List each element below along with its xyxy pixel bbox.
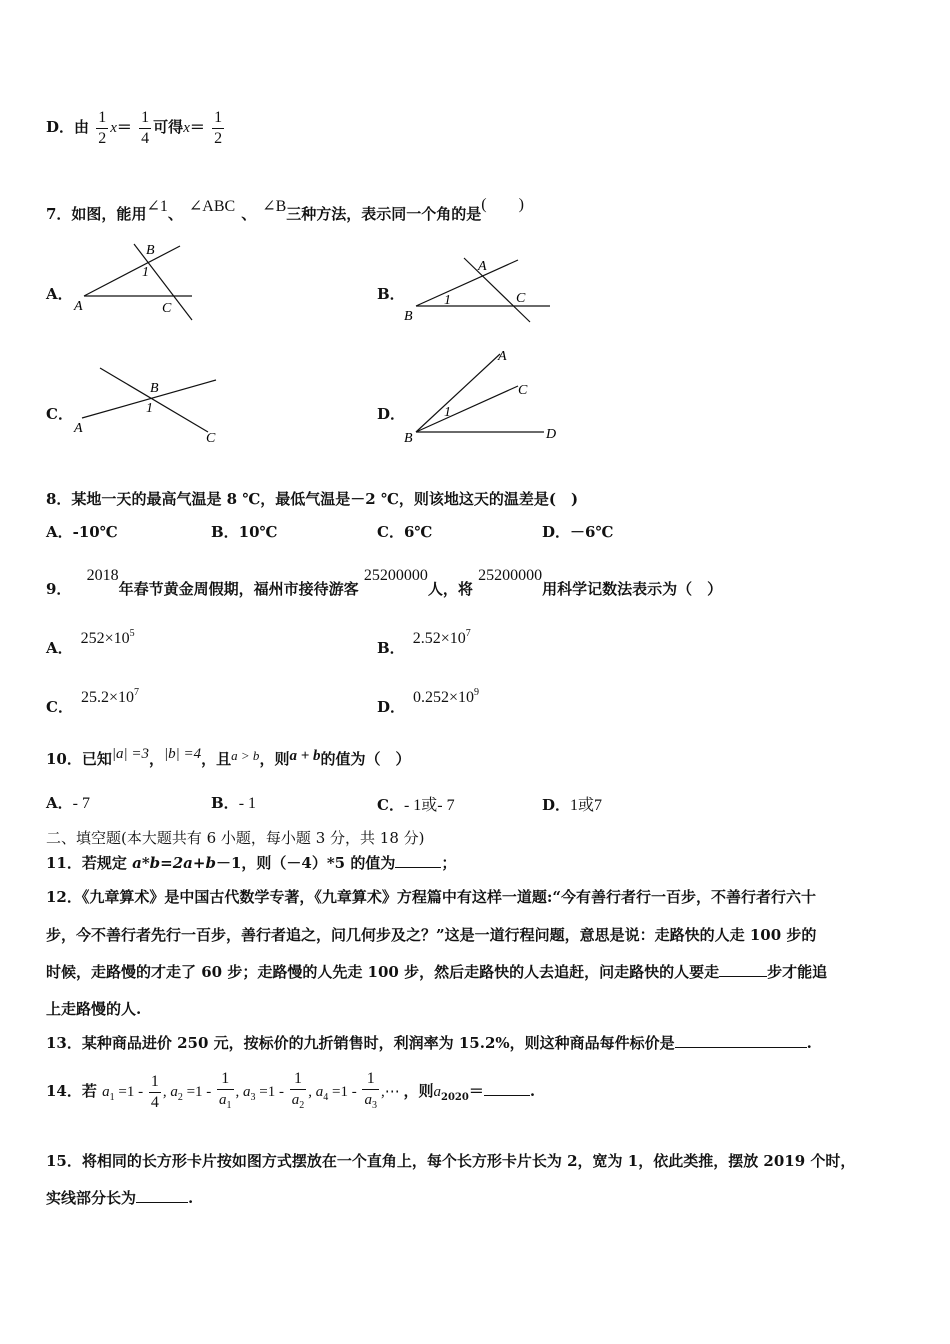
q8-option-d[interactable]: D．－6℃ [542, 523, 614, 541]
q7-figure-d [400, 346, 570, 446]
point-label: D [546, 427, 557, 442]
q9-option-d[interactable]: D．$0.252\times 10^9$ [377, 687, 480, 716]
q7-figure-b [400, 252, 560, 324]
q7-figure-a [70, 238, 210, 322]
answer-blank[interactable] [675, 1033, 807, 1048]
point-label: B [150, 381, 159, 396]
q10-option-d[interactable]: D．1或7 [542, 796, 603, 814]
q15-line1: 15．将相同的长方形卡片按如图方式摆放在一个直角上，每个长方形卡片长为 2，宽为 1，依此类推，摆放 2019 个时， [46, 1152, 856, 1170]
answer-blank[interactable] [395, 853, 441, 868]
point-label: C [162, 301, 172, 316]
q12-line2: 步，今不善行者先行一百步，善行者追之，问几何步及之？”这是一道行程问题，意思是说：走路快的人走 100 步的 [46, 926, 817, 944]
point-label: A [74, 299, 83, 314]
q10-option-a[interactable]: A．- 7 [46, 794, 90, 812]
angle-label: 1 [142, 265, 149, 280]
point-label: C [518, 383, 528, 398]
section-heading: 二、填空题(本大题共有 6 小题，每小题 3 分，共 18 分) [46, 829, 425, 847]
q6-option-d: D．由 $\frac{1}{2}$ x＝ $\frac{1}{4}$ 可得x＝ $\frac{1}{2}$ [46, 108, 223, 147]
point-label: C [516, 291, 526, 306]
q8-option-a[interactable]: A．-10℃ [46, 523, 118, 541]
q10-option-b[interactable]: B．- 1 [211, 794, 257, 812]
q8-stem: 8．某地一天的最高气温是 8 ℃，最低气温是－2 ℃，则该地这天的温差是( ) [46, 490, 579, 508]
q15-line2: 实线部分长为 . [46, 1189, 194, 1207]
q13: 13．某种商品进价 250 元，按标价的九折销售时，利润率为 15.2%，则这种商品每件标价是 . [46, 1034, 812, 1052]
q7-option-b-label[interactable]: B． [377, 285, 405, 303]
q9-stem: 9． 2018年春节黄金周假期，福州市接待游客 25200000人，将 25200000用科学记数法表示为（ ） [46, 567, 723, 598]
q9-option-a[interactable]: A．$252\times 10^5$ [46, 628, 135, 657]
q10-stem: 10．已知|a| =3，|b| =4，且a > b，则a + b的值为（ ） [46, 746, 411, 768]
q7-stem: 7．如图，能用∠1、 ∠ABC 、 ∠B三种方法，表示同一个角的是( ) [46, 196, 524, 223]
fraction-quarter: $\frac{1}{4}$ [141, 108, 150, 147]
q8-option-c[interactable]: C．6℃ [377, 523, 433, 541]
q12-line3: 时候，走路慢的才走了 60 步；走路慢的人先走 100 步，然后走路快的人去追赶，问走路快的人要走 步才能追 [46, 963, 828, 981]
angle-label: 1 [444, 405, 451, 420]
q8-option-b[interactable]: B．10℃ [211, 523, 278, 541]
angle-label: 1 [444, 293, 451, 308]
point-label: A [498, 349, 507, 364]
q6d-label: D．由 [46, 118, 90, 136]
point-label: A [478, 259, 487, 274]
q12-line1: 12．《九章算术》是中国古代数学专著，《九章算术》方程篇中有这样一道题:“今有善行者行一百步，不善行者行六十 [46, 888, 817, 906]
fraction-half-result: $\frac{1}{2}$ [214, 108, 223, 147]
sequence-formula: $a_1 =1$ - $\frac{1}{4}$ , $a_2 =1$ - $\frac{1}{a_1}$ , $a_3 =1$ - $\frac{1}{a_2}$ , $a_4 =1$ - $\frac{1}{a_3}$ ,⋯ [102, 1070, 404, 1112]
point-label: B [146, 243, 155, 258]
q9-option-c[interactable]: C．$25.2\times 10^7$ [46, 687, 139, 716]
q14: 14．若 $a_1 =1$ - $\frac{1}{4}$ , $a_2 =1$ - $\frac{1}{a_1}$ , $a_3 =1$ - $\frac{1}{a_2}$ , $a_4 =1$ - $\frac{1}{a_3}$ ,⋯ ，则$a_{2020}=$ . [46, 1070, 536, 1112]
q11: 11．若规定 a*b=2a+b－1，则（－4）*5 的值为 ； [46, 854, 457, 872]
angle-label: 1 [146, 401, 153, 416]
q7-option-c-label[interactable]: C． [46, 405, 73, 423]
point-label: A [74, 421, 83, 436]
answer-blank[interactable] [484, 1081, 530, 1096]
point-label: B [404, 309, 413, 324]
point-label: B [404, 431, 413, 446]
fraction-half: $\frac{1}{2}$ [98, 108, 107, 147]
answer-blank[interactable] [136, 1188, 188, 1203]
q7-option-d-label[interactable]: D． [377, 405, 406, 423]
q12-line4: 上走路慢的人. [46, 1000, 142, 1018]
answer-blank[interactable] [719, 962, 767, 977]
q7-figure-c [70, 362, 230, 448]
q10-option-c[interactable]: C．- 1或- 7 [377, 796, 455, 814]
q7-option-a-label[interactable]: A． [46, 285, 73, 303]
point-label: C [206, 431, 216, 446]
q9-option-b[interactable]: B．$2.52\times 10^7$ [377, 628, 471, 657]
